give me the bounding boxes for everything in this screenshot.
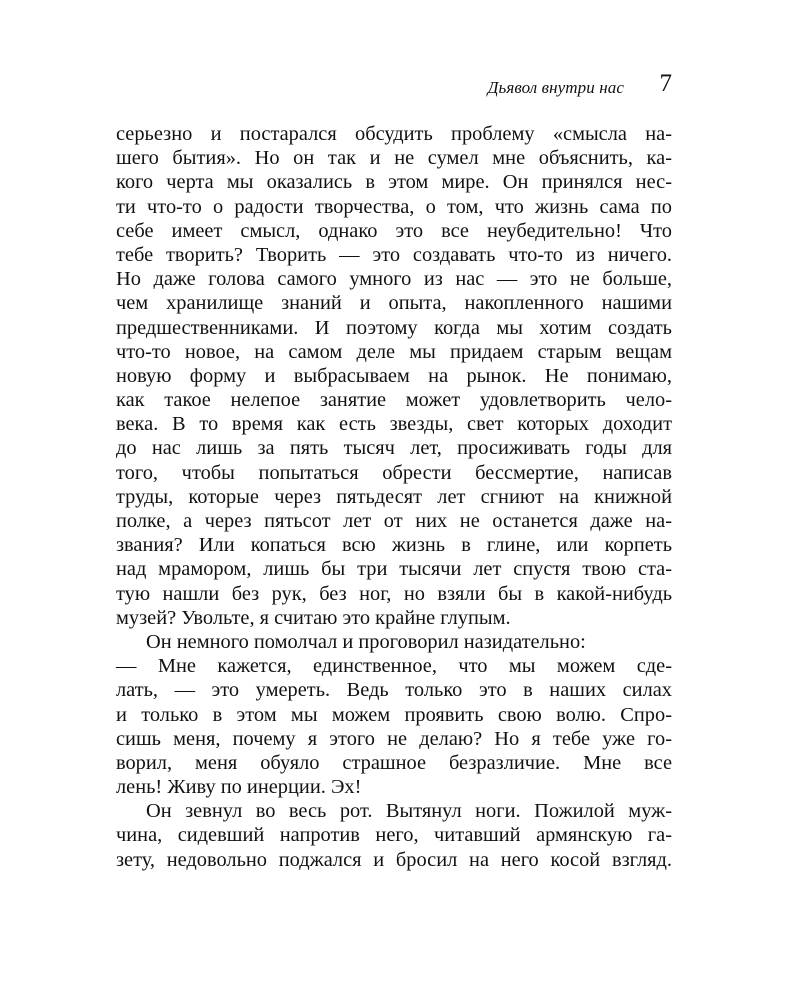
text-line: тую нашли без рук, без ног, но взяли бы в какой-нибудь: [116, 582, 672, 605]
paragraph-first-line: — Мне кажется, единственное, что мы можем сде-: [116, 655, 672, 678]
text-line: и только в этом мы можем проявить свою волю. Спро-: [116, 703, 672, 726]
text-line: ворил, меня обуяло страшное безразличие. Мне все: [116, 751, 672, 774]
text-line: до нас лишь за пять тысяч лет, просиживать годы для: [116, 437, 672, 460]
text-line: кого черта мы оказались в этом мире. Он принялся нес-: [116, 171, 672, 194]
text-line: ти что-то о радости творчества, о том, что жизнь сама по: [116, 195, 672, 218]
text-line: тебе творить? Творить — это создавать что-то из ничего.: [116, 243, 672, 266]
text-line: полке, а через пятьсот лет от них не останется даже на-: [116, 510, 672, 532]
text-line: века. В то время как есть звезды, свет которых доходит: [116, 413, 672, 436]
text-line: звания? Или копаться всю жизнь в глине, или корпеть: [116, 534, 672, 557]
paragraph-end-line: лень! Живу по инерции. Эх!: [116, 776, 362, 799]
text-line: Но даже голова самого умного из нас — это не больше,: [116, 268, 672, 291]
text-line: что-то новое, на самом деле мы придаем старым вещам: [116, 340, 672, 363]
text-line: чина, сидевший напротив него, читавший армянскую га-: [116, 824, 672, 847]
running-head: [116, 72, 672, 102]
running-title: Дьявол внутри нас: [487, 78, 624, 97]
text-line: чем хранилище знаний и опыта, накопленного нашими: [116, 292, 672, 315]
text-line: как такое нелепое занятие может удовлетворить чело-: [116, 389, 672, 412]
text-line: труды, которые через пятьдесят лет сгниют на книжной: [116, 485, 672, 508]
text-line: шего бытия». Но он так и не сумел мне объяснить, ка-: [116, 147, 672, 170]
paragraph-first-line: Он немного помолчал и проговорил назидательно:: [146, 630, 586, 653]
text-line: себе имеет смысл, однако это все неубедительно! Что: [116, 219, 672, 242]
text-line: серьезно и постарался обсудить проблему «смысла на-: [116, 123, 672, 145]
text-line: сишь меня, почему я этого не делаю? Но я тебе уже го-: [116, 727, 672, 750]
text-line: новую форму и выбрасываем на рынок. Не понимаю,: [116, 364, 672, 387]
page-number: 7: [659, 70, 672, 97]
text-line: зету, недовольно поджался и бросил на него косой взгляд.: [116, 848, 672, 871]
paragraph-end-line: музей? Увольте, я считаю это крайне глупым.: [116, 606, 511, 629]
text-line: над мрамором, лишь бы три тысячи лет спустя твою ста-: [116, 558, 672, 581]
text-line: того, чтобы попытаться обрести бессмертие, написав: [116, 461, 672, 484]
paragraph-first-line: Он зевнул во весь рот. Вытянул ноги. Пожилой муж-: [146, 800, 672, 823]
page-body: [116, 122, 672, 872]
text-line: предшественниками. И поэтому когда мы хотим создать: [116, 316, 672, 339]
text-line: лать, — это умереть. Ведь только это в наших силах: [116, 679, 672, 702]
